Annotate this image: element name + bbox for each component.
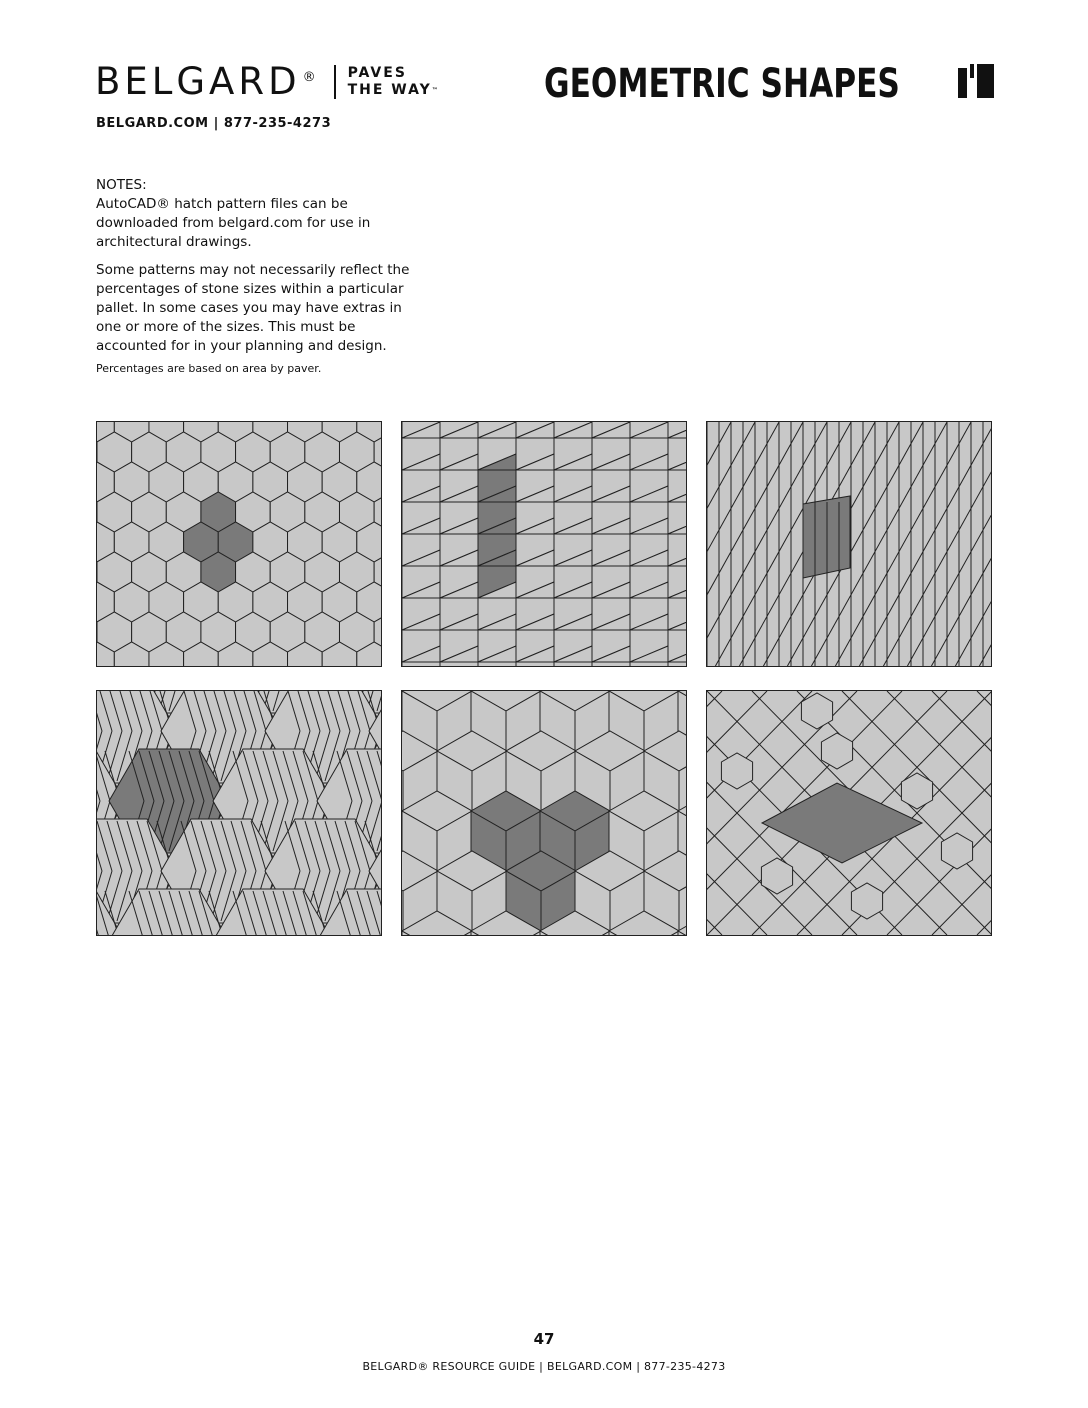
pattern-cube <box>401 690 687 936</box>
notes-heading: NOTES: <box>96 177 147 193</box>
basketweave-pattern-drawing <box>707 422 991 666</box>
tagline: PAVES THE WAY™ <box>347 65 438 98</box>
logo-wordmark: BELGARD ® <box>95 60 320 103</box>
belgard-logo <box>95 62 438 102</box>
hexagon-diamond-pattern-drawing <box>707 691 991 935</box>
pattern-chevron <box>401 421 687 667</box>
pattern-hexagon-diamond <box>706 690 992 936</box>
logo-divider <box>334 65 336 99</box>
header-contact: BELGARD.COM | 877-235-4273 <box>96 116 332 131</box>
notes-paragraph-3: Percentages are based on area by paver. <box>96 362 322 375</box>
cube-pattern-drawing <box>402 691 686 935</box>
pattern-hexagon <box>96 421 382 667</box>
page-title: GEOMETRIC SHAPES <box>544 61 900 107</box>
brand-mark-icon <box>958 64 994 98</box>
pattern-basketweave <box>706 421 992 667</box>
chevron-pattern-drawing <box>402 422 686 666</box>
page-number: 47 <box>533 1330 555 1348</box>
notes-paragraph-1: AutoCAD® hatch pattern files can be downloaded from belgard.com for use in architectural drawings. <box>96 196 371 250</box>
notes-section <box>96 176 426 376</box>
pattern-hexagon-chevron <box>96 690 382 936</box>
page-footer: BELGARD® RESOURCE GUIDE | BELGARD.COM | 877-235-4273 <box>362 1360 726 1373</box>
hexagon-chevron-pattern-drawing <box>97 691 381 935</box>
hexagon-pattern-drawing <box>97 422 381 666</box>
notes-paragraph-2: Some patterns may not necessarily reflect the percentages of stone sizes within a particular pallet. In some cases you may have extras in one or more of the sizes. This must be accounted for in your planning and design. <box>96 262 410 354</box>
